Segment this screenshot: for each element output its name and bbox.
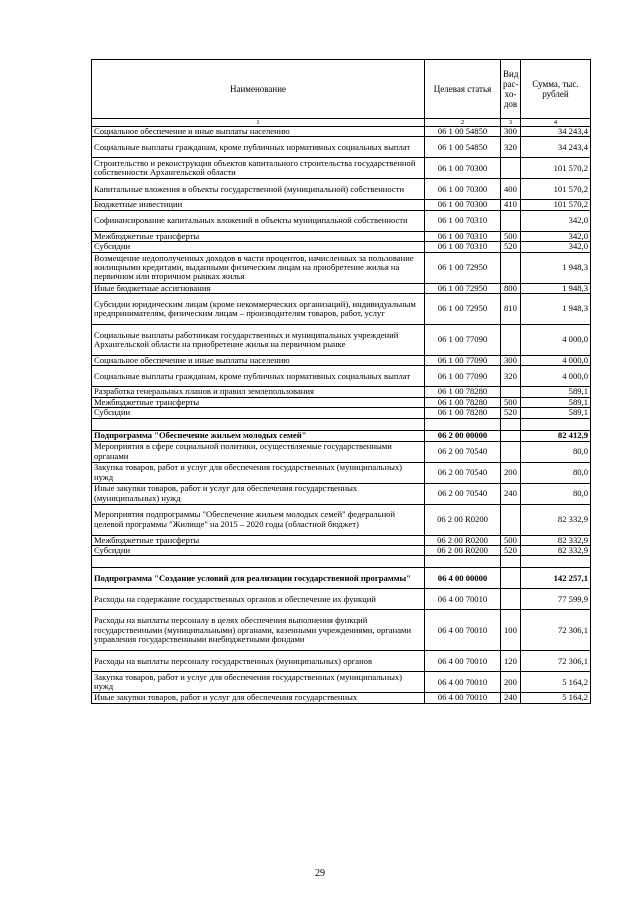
row-name: Расходы на выплаты персоналу государственных (муниципальных) органов [92, 651, 425, 672]
row-name: Мероприятия подпрограммы "Обеспечение жильем молодых семей" федеральной целевой программы "Жилище" на 2015 – 2020 годы (областной бюджет) [92, 504, 425, 535]
table-row [92, 158, 591, 179]
row-code: 06 4 00 00000 [425, 568, 501, 589]
row-code: 06 1 00 72950 [425, 283, 501, 293]
row-vid: 400 [501, 179, 521, 200]
row-vid: 240 [501, 483, 521, 504]
table-row [92, 610, 591, 651]
column-number: 1 [92, 119, 425, 127]
row-vid: 100 [501, 610, 521, 651]
row-sum: 4 000,0 [521, 325, 591, 356]
row-sum: 34 243,4 [521, 127, 591, 137]
row-vid [501, 252, 521, 283]
page-number: 29 [315, 868, 325, 879]
row-sum: 77 599,9 [521, 589, 591, 610]
table-header-row [92, 60, 591, 119]
row-code: 06 1 00 78280 [425, 387, 501, 397]
row-sum: 34 243,4 [521, 137, 591, 158]
header-name: Наименование [92, 60, 425, 119]
row-sum: 82 412,9 [521, 430, 591, 441]
table-row [92, 252, 591, 283]
column-number: 3 [501, 119, 521, 127]
row-sum: 72 306,1 [521, 651, 591, 672]
row-code: 06 1 00 70310 [425, 231, 501, 241]
row-code: 06 4 00 70010 [425, 610, 501, 651]
row-sum: 72 306,1 [521, 610, 591, 651]
row-code: 06 1 00 70300 [425, 158, 501, 179]
row-code: 06 1 00 77090 [425, 356, 501, 366]
row-vid: 320 [501, 137, 521, 158]
row-name: Социальные выплаты работникам государственных и муниципальных учреждений Архангельской области на приобретение жилья на первичном рынке [92, 325, 425, 356]
table-row [92, 462, 591, 483]
row-name: Разработка генеральных планов и правил землепользования [92, 387, 425, 397]
row-code: 06 4 00 70010 [425, 589, 501, 610]
table-row [92, 397, 591, 407]
row-name: Бюджетные инвестиции [92, 200, 425, 210]
row-sum: 589,1 [521, 387, 591, 397]
row-code: 06 1 00 78280 [425, 397, 501, 407]
row-name: Софинансирование капитальных вложений в объекты муниципальной собственности [92, 210, 425, 231]
row-vid [501, 568, 521, 589]
table-row [92, 408, 591, 418]
table-row [92, 179, 591, 200]
row-name: Строительство и реконструкция объектов капитального строительства государственной собственности Архангельской области [92, 158, 425, 179]
table-row [92, 693, 591, 703]
row-sum: 101 570,2 [521, 200, 591, 210]
row-sum: 5 164,2 [521, 672, 591, 693]
table-row [92, 137, 591, 158]
row-vid: 240 [501, 693, 521, 703]
row-vid: 520 [501, 546, 521, 556]
row-name: Расходы на выплаты персоналу в целях обеспечения выполнения функций государственными (муниципальными) органами, казенными учреждениями, органами управления государственными внебюджетными фондами [92, 610, 425, 651]
row-code: 06 2 00 70540 [425, 483, 501, 504]
row-code: 06 4 00 70010 [425, 672, 501, 693]
row-vid: 800 [501, 283, 521, 293]
row-name: Субсидии [92, 408, 425, 418]
row-name: Расходы на содержание государственных органов и обеспечение их функций [92, 589, 425, 610]
header-code: Целевая статья [425, 60, 501, 119]
row-code: 06 1 00 72950 [425, 294, 501, 325]
table-row [92, 366, 591, 387]
row-code: 06 1 00 70300 [425, 179, 501, 200]
row-code: 06 2 00 R0200 [425, 546, 501, 556]
row-vid: 200 [501, 462, 521, 483]
row-name: Возмещение недополученных доходов в части процентов, начисленных за пользование жилищными кредитами, выданными физическим лицам на приобретение жилья на первичном или вторичном рынках жилья [92, 252, 425, 283]
row-sum: 1 948,3 [521, 294, 591, 325]
row-sum: 589,1 [521, 397, 591, 407]
row-code: 06 2 00 00000 [425, 430, 501, 441]
row-vid: 520 [501, 408, 521, 418]
row-sum: 82 332,9 [521, 535, 591, 545]
subprogram-row [92, 430, 591, 441]
row-name: Закупка товаров, работ и услуг для обеспечения государственных (муниципальных) нужд [92, 462, 425, 483]
row-vid [501, 441, 521, 462]
row-code: 06 4 00 70010 [425, 651, 501, 672]
table-row [92, 651, 591, 672]
row-name: Социальное обеспечение и иные выплаты населению [92, 356, 425, 366]
column-number-row [92, 119, 591, 127]
table-row [92, 387, 591, 397]
row-name: Социальные выплаты гражданам, кроме публичных нормативных социальных выплат [92, 366, 425, 387]
row-sum: 4 000,0 [521, 356, 591, 366]
row-vid: 500 [501, 397, 521, 407]
row-vid [501, 387, 521, 397]
row-vid: 300 [501, 356, 521, 366]
row-vid [501, 325, 521, 356]
table-row [92, 231, 591, 241]
row-code: 06 2 00 R0200 [425, 535, 501, 545]
row-code: 06 1 00 77090 [425, 366, 501, 387]
row-name: Подпрограмма "Обеспечение жильем молодых семей" [92, 430, 425, 441]
row-vid: 320 [501, 366, 521, 387]
row-sum: 4 000,0 [521, 366, 591, 387]
row-sum: 101 570,2 [521, 179, 591, 200]
table-row [92, 325, 591, 356]
row-code: 06 1 00 72950 [425, 252, 501, 283]
column-number: 2 [425, 119, 501, 127]
table-row [92, 504, 591, 535]
row-vid: 120 [501, 651, 521, 672]
spacer-row [92, 418, 591, 430]
row-code: 06 1 00 70310 [425, 210, 501, 231]
row-vid [501, 158, 521, 179]
column-number: 4 [521, 119, 591, 127]
row-code: 06 1 00 54850 [425, 127, 501, 137]
table-row [92, 356, 591, 366]
row-vid: 200 [501, 672, 521, 693]
row-sum: 342,0 [521, 242, 591, 252]
row-name: Капитальные вложения в объекты государственной (муниципальной) собственности [92, 179, 425, 200]
row-code: 06 2 00 R0200 [425, 504, 501, 535]
row-vid [501, 210, 521, 231]
row-name: Субсидии юридическим лицам (кроме некоммерческих организаций), индивидуальным предпринимателям, физическим лицам – производителям товаров, работ, услуг [92, 294, 425, 325]
row-name: Иные закупки товаров, работ и услуг для обеспечения государственных [92, 693, 425, 703]
table-row [92, 535, 591, 545]
row-name: Межбюджетные трансферты [92, 397, 425, 407]
row-sum: 342,0 [521, 210, 591, 231]
row-name: Социальное обеспечение и иные выплаты населению [92, 127, 425, 137]
row-sum: 1 948,3 [521, 283, 591, 293]
header-sum: Сумма, тыс. рублей [521, 60, 591, 119]
row-sum: 80,0 [521, 483, 591, 504]
row-sum: 142 257,1 [521, 568, 591, 589]
table-row [92, 441, 591, 462]
row-sum: 82 332,9 [521, 546, 591, 556]
row-vid: 520 [501, 242, 521, 252]
table-row [92, 483, 591, 504]
row-code: 06 1 00 70300 [425, 200, 501, 210]
row-sum: 101 570,2 [521, 158, 591, 179]
row-sum: 589,1 [521, 408, 591, 418]
row-name: Подпрограмма "Создание условий для реализации государственной программы" [92, 568, 425, 589]
row-code: 06 2 00 70540 [425, 462, 501, 483]
row-name: Межбюджетные трансферты [92, 535, 425, 545]
row-name: Субсидии [92, 242, 425, 252]
row-vid [501, 589, 521, 610]
header-vid: Вид рас- хо- дов [501, 60, 521, 119]
row-name: Субсидии [92, 546, 425, 556]
spacer-row [92, 556, 591, 568]
row-name: Мероприятия в сфере социальной политики, осуществляемые государственными органами [92, 441, 425, 462]
row-sum: 82 332,9 [521, 504, 591, 535]
row-vid: 500 [501, 231, 521, 241]
row-name: Иные бюджетные ассигнования [92, 283, 425, 293]
row-sum: 80,0 [521, 462, 591, 483]
table-row [92, 200, 591, 210]
row-name: Социальные выплаты гражданам, кроме публичных нормативных социальных выплат [92, 137, 425, 158]
table-row [92, 546, 591, 556]
row-code: 06 2 00 70540 [425, 441, 501, 462]
row-vid [501, 430, 521, 441]
row-sum: 80,0 [521, 441, 591, 462]
table-row [92, 283, 591, 293]
row-sum: 5 164,2 [521, 693, 591, 703]
row-name: Межбюджетные трансферты [92, 231, 425, 241]
row-code: 06 1 00 54850 [425, 137, 501, 158]
table-row [92, 127, 591, 137]
table-row [92, 210, 591, 231]
row-vid: 810 [501, 294, 521, 325]
row-code: 06 1 00 77090 [425, 325, 501, 356]
row-vid: 410 [501, 200, 521, 210]
table-row [92, 589, 591, 610]
row-vid: 500 [501, 535, 521, 545]
table-row [92, 672, 591, 693]
table-row [92, 294, 591, 325]
row-name: Иные закупки товаров, работ и услуг для обеспечения государственных (муниципальных) нужд [92, 483, 425, 504]
row-vid: 300 [501, 127, 521, 137]
subprogram-row [92, 568, 591, 589]
row-name: Закупка товаров, работ и услуг для обеспечения государственных (муниципальных) нужд [92, 672, 425, 693]
row-code: 06 1 00 70310 [425, 242, 501, 252]
budget-table [91, 59, 591, 704]
row-code: 06 1 00 78280 [425, 408, 501, 418]
row-sum: 342,0 [521, 231, 591, 241]
row-code: 06 4 00 70010 [425, 693, 501, 703]
row-vid [501, 504, 521, 535]
table-row [92, 242, 591, 252]
row-sum: 1 948,3 [521, 252, 591, 283]
